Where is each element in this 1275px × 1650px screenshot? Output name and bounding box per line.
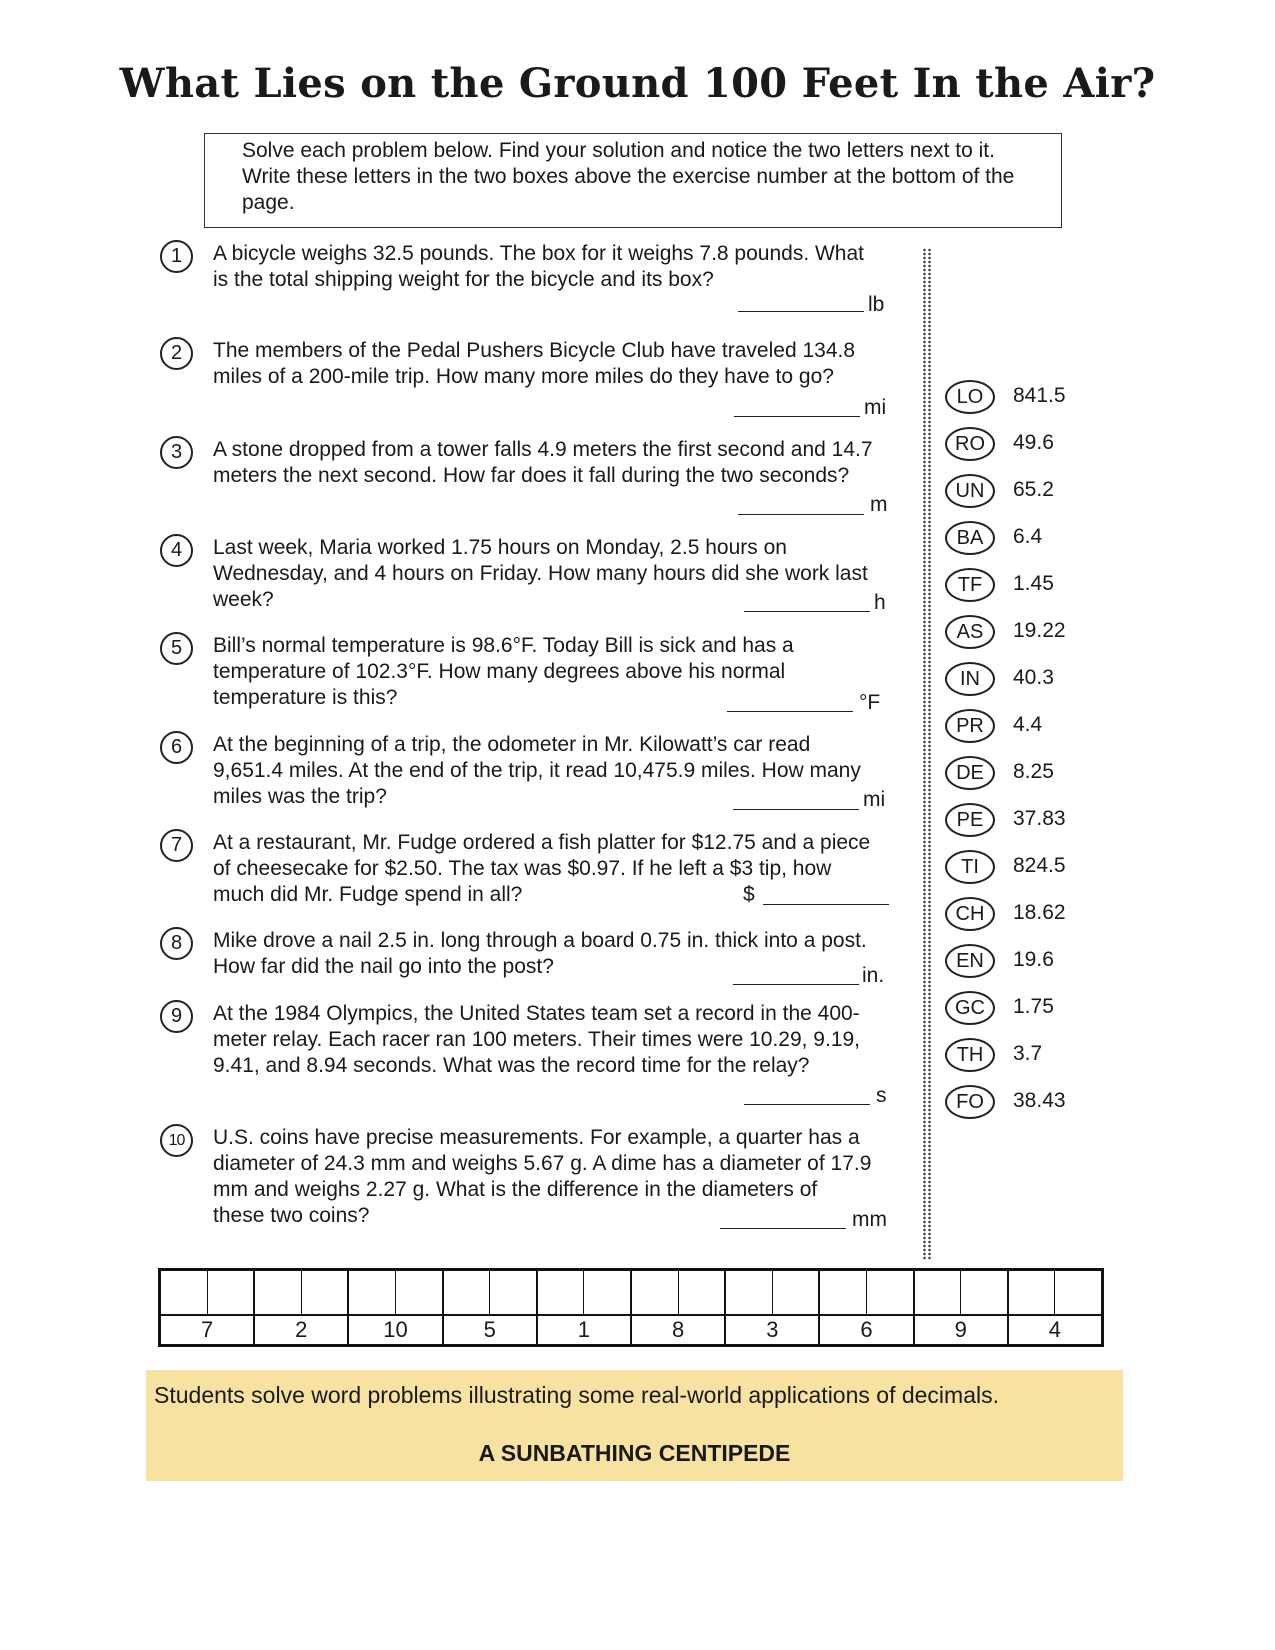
- choice-code: EN: [945, 944, 995, 978]
- answer-choice: [945, 1085, 1095, 1119]
- choice-code: FO: [945, 1085, 995, 1119]
- answer-choice: [945, 803, 1095, 837]
- answer-unit: mm: [852, 1208, 887, 1231]
- choice-value: 841.5: [1013, 384, 1066, 407]
- answer-unit: mi: [863, 788, 886, 811]
- exercise-number-label: 10: [383, 1317, 408, 1342]
- letter-box[interactable]: [396, 1271, 442, 1314]
- answer-unit: h: [874, 591, 886, 614]
- problem-number: 1: [160, 240, 193, 273]
- answer-unit: in.: [862, 964, 885, 987]
- letter-box[interactable]: [208, 1271, 254, 1314]
- choice-value: 6.4: [1013, 525, 1043, 548]
- answer-choice: [945, 944, 1095, 978]
- answer-cell: [1009, 1271, 1101, 1344]
- answer-choice: [945, 897, 1095, 931]
- problem-number: 6: [160, 731, 193, 764]
- problem-number: 8: [160, 927, 193, 960]
- answer-choice: [945, 380, 1095, 414]
- letter-box[interactable]: [490, 1271, 536, 1314]
- choice-value: 40.3: [1013, 666, 1054, 689]
- answer-cell: [161, 1271, 255, 1344]
- exercise-number-label: 6: [860, 1317, 873, 1342]
- answer-choice: [945, 662, 1095, 696]
- problem-number: 7: [160, 829, 193, 862]
- answer-unit: s: [876, 1084, 887, 1107]
- choice-value: 65.2: [1013, 478, 1054, 501]
- problem-text: The members of the Pedal Pushers Bicycle Club have traveled 134.8 miles of a 200-mile trip. How many more miles do they have to go?: [213, 339, 856, 388]
- teacher-note: [146, 1370, 1123, 1481]
- answer-blank[interactable]: [744, 1104, 870, 1105]
- problem-number: 10: [160, 1124, 193, 1157]
- letter-box[interactable]: [444, 1271, 491, 1314]
- exercise-number-label: 7: [200, 1317, 214, 1342]
- answer-cell: [726, 1271, 820, 1344]
- letter-box[interactable]: [773, 1271, 819, 1314]
- letter-box[interactable]: [1055, 1271, 1101, 1314]
- answer-cell: [349, 1271, 443, 1344]
- letter-box[interactable]: [1009, 1271, 1056, 1314]
- answer-unit: lb: [868, 293, 885, 316]
- answer-choice: [945, 474, 1095, 508]
- choice-value: 37.83: [1013, 807, 1066, 830]
- instructions-box: Solve each problem below. Find your solution and notice the two letters next to it. Write these letters in the two boxes above the exercise number at the bottom of the page.: [204, 133, 1062, 228]
- choice-value: 1.45: [1013, 572, 1054, 595]
- letter-box[interactable]: [584, 1271, 630, 1314]
- answer-cell: [444, 1271, 538, 1344]
- choice-value: 3.7: [1013, 1042, 1043, 1065]
- choice-code: CH: [945, 897, 995, 931]
- choice-code: TF: [945, 568, 995, 602]
- note-description: Students solve word problems illustrating some real-world applications of decimals.: [154, 1382, 999, 1408]
- answer-cell: [915, 1271, 1009, 1344]
- answer-cell: [820, 1271, 914, 1344]
- answer-blank[interactable]: [763, 904, 889, 905]
- exercise-number-label: 8: [671, 1317, 685, 1342]
- choice-code: PE: [945, 803, 995, 837]
- letter-box[interactable]: [302, 1271, 348, 1314]
- answer-blank[interactable]: [738, 311, 864, 312]
- answer-choice: [945, 991, 1095, 1025]
- choice-code: BA: [945, 521, 995, 555]
- exercise-number-label: 5: [483, 1317, 496, 1342]
- answer-choice: [945, 709, 1095, 743]
- choice-value: 19.22: [1013, 619, 1066, 642]
- letter-box[interactable]: [632, 1271, 679, 1314]
- letter-box[interactable]: [161, 1271, 208, 1314]
- exercise-number-label: 9: [954, 1317, 967, 1342]
- answer-blank[interactable]: [744, 611, 870, 612]
- dotted-divider: [922, 248, 932, 1260]
- letter-box[interactable]: [726, 1271, 773, 1314]
- exercise-number-label: 1: [577, 1317, 591, 1342]
- problem-text: Last week, Maria worked 1.75 hours on Monday, 2.5 hours on Wednesday, and 4 hours on Friday. How many hours did she work last week?: [213, 536, 868, 611]
- problem-number: 9: [160, 1000, 193, 1033]
- choice-value: 18.62: [1013, 901, 1066, 924]
- answer-cell: [538, 1271, 632, 1344]
- choice-value: 4.4: [1013, 713, 1043, 736]
- choice-code: PR: [945, 709, 995, 743]
- choice-code: AS: [945, 615, 995, 649]
- answer-unit: mi: [864, 396, 887, 419]
- choice-value: 824.5: [1013, 854, 1066, 877]
- choice-code: LO: [945, 380, 995, 414]
- choice-value: 8.25: [1013, 760, 1054, 783]
- answer-choice: [945, 756, 1095, 790]
- problem-text: U.S. coins have precise measurements. For example, a quarter has a diameter of 24.3 mm and weighs 5.67 g. A dime has a diameter of 17.9 mm and weighs 2.27 g. What is the difference in the diameters of these two coins?: [213, 1126, 872, 1227]
- choice-value: 49.6: [1013, 431, 1054, 454]
- problem-number: 2: [160, 337, 193, 370]
- problem-number: 3: [160, 436, 193, 469]
- choice-value: 19.6: [1013, 948, 1054, 971]
- answer-unit: °F: [859, 691, 881, 714]
- answer-choice: [945, 615, 1095, 649]
- choice-code: RO: [945, 427, 995, 461]
- choice-code: UN: [945, 474, 995, 508]
- choice-code: GC: [945, 991, 995, 1025]
- answer-choice: [945, 521, 1095, 555]
- exercise-number-label: 2: [295, 1317, 308, 1342]
- answer-unit: m: [870, 493, 888, 516]
- answer-choice: [945, 568, 1095, 602]
- letter-box[interactable]: [820, 1271, 867, 1314]
- answer-cell: [255, 1271, 349, 1344]
- answer-choice: [945, 850, 1095, 884]
- choice-value: 1.75: [1013, 995, 1054, 1018]
- letter-box[interactable]: [679, 1271, 725, 1314]
- answer-blank[interactable]: [733, 984, 859, 985]
- letter-box[interactable]: [349, 1271, 396, 1314]
- exercise-number-label: 4: [1048, 1317, 1062, 1342]
- letter-box[interactable]: [961, 1271, 1007, 1314]
- choice-code: TI: [945, 850, 995, 884]
- problem-text: At a restaurant, Mr. Fudge ordered a fish platter for $12.75 and a piece of cheesecake for $2.50. The tax was $0.97. If he left a $3 tip, how much did Mr. Fudge spend in all?: [213, 831, 871, 906]
- answer-choice: [945, 1038, 1095, 1072]
- choice-code: IN: [945, 662, 995, 696]
- answer-blank[interactable]: [733, 809, 859, 810]
- problem-text: Mike drove a nail 2.5 in. long through a board 0.75 in. thick into a post. How far did the nail go into the post?: [213, 929, 867, 978]
- choice-code: TH: [945, 1038, 995, 1072]
- problem-text: At the 1984 Olympics, the United States team set a record in the 400-meter relay. Each racer ran 100 meters. Their times were 10.29, 9.19, 9.41, and 8.94 seconds. What was the record time for the relay?: [213, 1002, 861, 1077]
- problem-text: A bicycle weighs 32.5 pounds. The box for it weighs 7.8 pounds. What is the total shipping weight for the bicycle and its box?: [213, 242, 864, 291]
- answer-blank[interactable]: [734, 416, 860, 417]
- worksheet-title: What Lies on the Ground 100 Feet In the Air?: [119, 60, 1156, 107]
- answer-dollar-sign: $: [743, 883, 755, 906]
- note-answer: A SUNBATHING CENTIPEDE: [478, 1440, 791, 1466]
- letter-box[interactable]: [867, 1271, 913, 1314]
- choice-value: 38.43: [1013, 1089, 1066, 1112]
- problem-number: 4: [160, 534, 193, 567]
- letter-box[interactable]: [255, 1271, 302, 1314]
- answer-blank[interactable]: [738, 514, 864, 515]
- answer-grid: [158, 1268, 1104, 1347]
- exercise-number-label: 3: [766, 1317, 779, 1342]
- problem-text: A stone dropped from a tower falls 4.9 meters the first second and 14.7 meters the next second. How far does it fall during the two seconds?: [213, 438, 873, 487]
- problem-text: Bill’s normal temperature is 98.6°F. Today Bill is sick and has a temperature of 102.3°F. How many degrees above his normal temperature is this?: [213, 634, 794, 709]
- answer-blank[interactable]: [720, 1228, 846, 1229]
- choice-code: DE: [945, 756, 995, 790]
- answer-cell: [632, 1271, 726, 1344]
- answer-blank[interactable]: [727, 711, 853, 712]
- letter-box[interactable]: [538, 1271, 585, 1314]
- answer-choice: [945, 427, 1095, 461]
- problem-text: At the beginning of a trip, the odometer in Mr. Kilowatt’s car read 9,651.4 miles. At the end of the trip, it read 10,475.9 miles. How many miles was the trip?: [213, 733, 861, 808]
- letter-box[interactable]: [915, 1271, 962, 1314]
- problem-number: 5: [160, 632, 193, 665]
